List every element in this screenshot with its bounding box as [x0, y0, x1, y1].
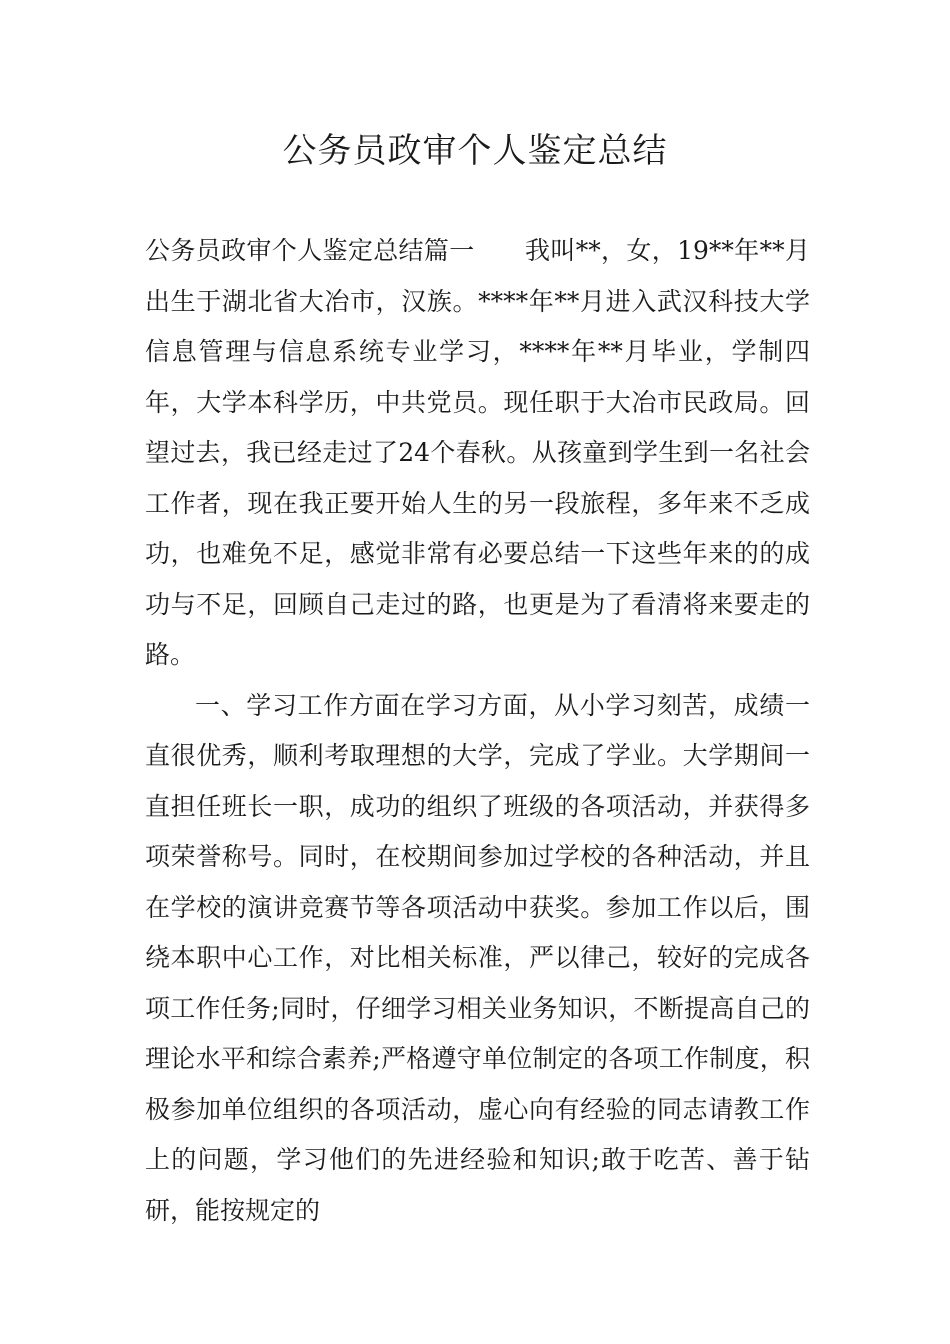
paragraph-2: 一、学习工作方面在学习方面，从小学习刻苦，成绩一直很优秀，顺利考取理想的大学，完成了学业。大学期间一直担任班长一职，成功的组织了班级的各项活动，并获得多项荣誉称号。同时，在校期间参加过学校的各种活动，并且在学校的演讲竞赛节等各项活动中获奖。参加工作以后，围绕本职中心工作，对比相关标准，严以律己，较好的完成各项工作任务;同时，仔细学习相关业务知识，不断提高自己的理论水平和综合素养;严格遵守单位制定的各项工作制度，积极参加单位组织的各项活动，虚心向有经验的同志请教工作上的问题，学习他们的先进经验和知识;敢于吃苦、善于钻研，能按规定的	[145, 690, 810, 1225]
paragraph-1-body: 我叫**，女，19**年**月出生于湖北省大冶市，汉族。****年**月进入武汉科技大学信息管理与信息系统专业学习，****年**月毕业，学制四年，大学本科学历，中共党员。现任职于大冶市民政局。回望过去，我已经走过了24个春秋。从孩童到学生到一名社会工作者，现在我正要开始人生的另一段旅程，多年来不乏成功，也难免不足，感觉非常有必要总结一下这些年来的的成功与不足，回顾自己走过的路，也更是为了看清将来要走的路。	[145, 236, 810, 669]
paragraph-1	[145, 226, 810, 681]
document-title: 公务员政审个人鉴定总结	[282, 131, 668, 171]
document-body	[145, 226, 810, 1236]
paragraph-1-heading: 公务员政审个人鉴定总结篇一	[145, 236, 475, 265]
